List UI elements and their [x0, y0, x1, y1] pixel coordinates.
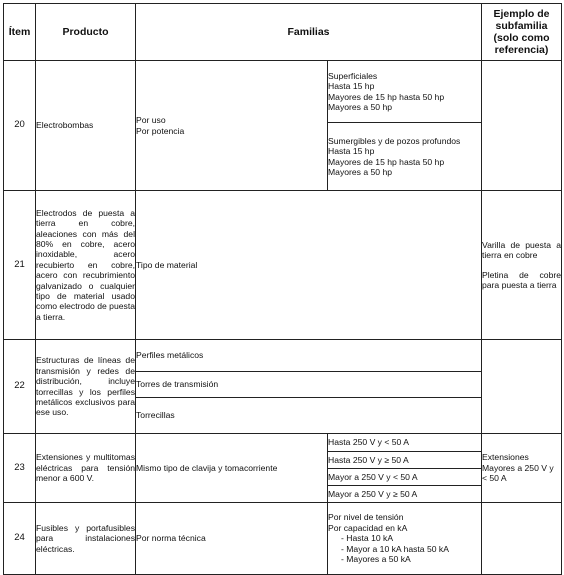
ejemplo-cell: Extensiones Mayores a 250 V y < 50 A [482, 434, 562, 503]
familia-cell: Torrecillas [136, 398, 482, 434]
familia-cell: Torres de transmisión [136, 372, 482, 398]
producto-cell: Electrodos de puesta a tierra en cobre, aleaciones con más del 80% en cobre, acero inoxidable, acero recubierto en cobre, acero con recubrimiento galvanizado o cualquier tipo de material usado como electrodo de puesta a tierra. [36, 191, 136, 340]
header-item: Ítem [4, 4, 36, 61]
ejemplo-cell [482, 340, 562, 434]
header-row [4, 4, 562, 61]
producto-cell: Electrobombas [36, 61, 136, 191]
product-families-table [3, 3, 562, 575]
criterio-cell: Por uso Por potencia [136, 61, 328, 191]
header-producto: Producto [36, 4, 136, 61]
item-number: 24 [4, 503, 36, 575]
familia-cell: Sumergibles y de pozos profundos Hasta 15 hp Mayores de 15 hp hasta 50 hp Mayores a 50 hp [328, 123, 482, 191]
ejemplo-cell [482, 61, 562, 191]
item-number: 20 [4, 61, 36, 191]
familia-cell: Perfiles metálicos [136, 340, 482, 372]
familia-cell: Superficiales Hasta 15 hp Mayores de 15 hp hasta 50 hp Mayores a 50 hp [328, 61, 482, 123]
familia-cell: Mayor a 250 V y < 50 A [328, 469, 482, 486]
table-row [4, 503, 562, 575]
ejemplo-cell: Varilla de puesta a tierra en cobre Pletina de cobre para puesta a tierra [482, 191, 562, 340]
familia-cell: Hasta 250 V y < 50 A [328, 434, 482, 452]
table-row [4, 434, 562, 452]
header-familias: Familias [136, 4, 482, 61]
item-number: 21 [4, 191, 36, 340]
familia-cell: Hasta 250 V y ≥ 50 A [328, 452, 482, 469]
item-number: 23 [4, 434, 36, 503]
familia-cell: Por nivel de tensión Por capacidad en kA - Hasta 10 kA - Mayor a 10 kA hasta 50 kA - Mayores a 50 kA [328, 503, 482, 575]
criterio-cell: Por norma técnica [136, 503, 328, 575]
table-row [4, 61, 562, 123]
criterio-cell: Tipo de material [136, 191, 482, 340]
table-row [4, 191, 562, 340]
ejemplo-cell [482, 503, 562, 575]
producto-cell: Extensiones y multitomas eléctricas para tensión menor a 600 V. [36, 434, 136, 503]
item-number: 22 [4, 340, 36, 434]
criterio-cell: Mismo tipo de clavija y tomacorriente [136, 434, 328, 503]
producto-cell: Estructuras de líneas de transmisión y redes de distribución, incluye torrecillas y los perfiles metálicos exclusivos para ese uso. [36, 340, 136, 434]
familia-cell: Mayor a 250 V y ≥ 50 A [328, 486, 482, 503]
header-ejemplo: Ejemplo de subfamilia (solo como referencia) [482, 4, 562, 61]
table-row [4, 340, 562, 372]
producto-cell: Fusibles y portafusibles para instalaciones eléctricas. [36, 503, 136, 575]
